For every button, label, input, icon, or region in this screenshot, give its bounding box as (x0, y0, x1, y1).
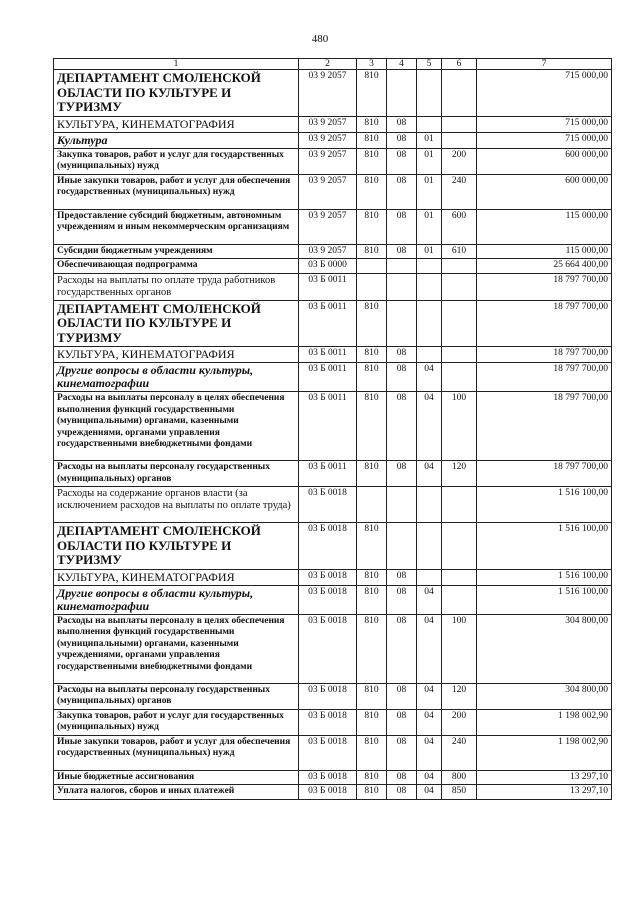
item-name-cell: ДЕПАРТАМЕНТ СМОЛЕНСКОЙ ОБЛАСТИ ПО КУЛЬТУРЕ И ТУРИЗМУ (54, 70, 299, 117)
expense-type-cell (442, 569, 477, 585)
amount-cell: 1 516 100,00 (477, 523, 612, 570)
subsection-code-cell: 01 (417, 132, 442, 148)
expense-type-cell: 120 (442, 683, 477, 709)
amount-cell: 304 800,00 (477, 683, 612, 709)
item-name-cell: Предоставление субсидий бюджетным, автономным учреждениям и иным некоммерческим организациям (54, 209, 299, 244)
section-code-cell: 08 (387, 132, 417, 148)
subsection-code-cell: 04 (417, 785, 442, 800)
expense-type-cell (442, 585, 477, 614)
table-row (54, 614, 612, 683)
section-code-cell: 08 (387, 461, 417, 487)
subsection-code-cell (417, 569, 442, 585)
ministry-code-cell: 810 (357, 132, 387, 148)
section-code-cell (387, 300, 417, 347)
section-code-cell: 08 (387, 209, 417, 244)
subsection-code-cell: 04 (417, 709, 442, 735)
table-row (54, 709, 612, 735)
target-article-cell: 03 Б 0018 (299, 683, 357, 709)
amount-cell: 1 198 002,90 (477, 735, 612, 770)
amount-cell: 600 000,00 (477, 174, 612, 209)
ministry-code-cell: 810 (357, 770, 387, 785)
target-article-cell: 03 Б 0000 (299, 259, 357, 274)
subsection-code-cell: 04 (417, 735, 442, 770)
subsection-code-cell: 01 (417, 174, 442, 209)
ministry-code-cell (357, 273, 387, 300)
expense-type-cell (442, 259, 477, 274)
expense-type-cell (442, 132, 477, 148)
target-article-cell: 03 Б 0011 (299, 392, 357, 461)
subsection-code-cell: 01 (417, 209, 442, 244)
section-code-cell (387, 70, 417, 117)
expense-type-cell (442, 347, 477, 363)
table-row (54, 461, 612, 487)
item-name-cell: Другие вопросы в области культуры, кинематографии (54, 585, 299, 614)
amount-cell: 18 797 700,00 (477, 273, 612, 300)
table-row (54, 523, 612, 570)
target-article-cell: 03 Б 0018 (299, 523, 357, 570)
amount-cell: 715 000,00 (477, 132, 612, 148)
header-col-7: 7 (477, 59, 612, 70)
subsection-code-cell: 04 (417, 770, 442, 785)
ministry-code-cell: 810 (357, 785, 387, 800)
section-code-cell (387, 273, 417, 300)
table-row (54, 116, 612, 132)
section-code-cell: 08 (387, 709, 417, 735)
subsection-code-cell (417, 259, 442, 274)
target-article-cell: 03 9 2057 (299, 244, 357, 259)
ministry-code-cell: 810 (357, 523, 387, 570)
amount-cell: 304 800,00 (477, 614, 612, 683)
subsection-code-cell: 04 (417, 392, 442, 461)
amount-cell: 18 797 700,00 (477, 363, 612, 392)
expense-type-cell: 200 (442, 709, 477, 735)
amount-cell: 1 516 100,00 (477, 585, 612, 614)
subsection-code-cell: 04 (417, 363, 442, 392)
section-code-cell: 08 (387, 148, 417, 174)
table-row (54, 273, 612, 300)
ministry-code-cell: 810 (357, 209, 387, 244)
amount-cell: 18 797 700,00 (477, 347, 612, 363)
item-name-cell: Расходы на выплаты по оплате труда работников государственных органов (54, 273, 299, 300)
subsection-code-cell (417, 273, 442, 300)
amount-cell: 715 000,00 (477, 116, 612, 132)
item-name-cell: Субсидии бюджетным учреждениям (54, 244, 299, 259)
subsection-code-cell: 04 (417, 614, 442, 683)
target-article-cell: 03 9 2057 (299, 70, 357, 117)
item-name-cell: Иные закупки товаров, работ и услуг для обеспечения государственных (муниципальных) нужд (54, 735, 299, 770)
budget-table (53, 58, 612, 800)
item-name-cell: Расходы на выплаты персоналу государственных (муниципальных) органов (54, 683, 299, 709)
ministry-code-cell: 810 (357, 300, 387, 347)
table-row (54, 683, 612, 709)
item-name-cell: ДЕПАРТАМЕНТ СМОЛЕНСКОЙ ОБЛАСТИ ПО КУЛЬТУРЕ И ТУРИЗМУ (54, 300, 299, 347)
target-article-cell: 03 9 2057 (299, 132, 357, 148)
ministry-code-cell: 810 (357, 709, 387, 735)
amount-cell: 13 297,10 (477, 770, 612, 785)
table-row (54, 785, 612, 800)
amount-cell: 115 000,00 (477, 244, 612, 259)
header-row (54, 59, 612, 70)
expense-type-cell (442, 116, 477, 132)
ministry-code-cell: 810 (357, 174, 387, 209)
item-name-cell: Уплата налогов, сборов и иных платежей (54, 785, 299, 800)
subsection-code-cell: 04 (417, 683, 442, 709)
subsection-code-cell: 04 (417, 585, 442, 614)
target-article-cell: 03 Б 0018 (299, 735, 357, 770)
target-article-cell: 03 Б 0011 (299, 461, 357, 487)
target-article-cell: 03 9 2057 (299, 116, 357, 132)
target-article-cell: 03 9 2057 (299, 209, 357, 244)
item-name-cell: ДЕПАРТАМЕНТ СМОЛЕНСКОЙ ОБЛАСТИ ПО КУЛЬТУРЕ И ТУРИЗМУ (54, 523, 299, 570)
header-col-6: 6 (442, 59, 477, 70)
amount-cell: 18 797 700,00 (477, 300, 612, 347)
subsection-code-cell (417, 347, 442, 363)
ministry-code-cell (357, 487, 387, 523)
expense-type-cell: 100 (442, 392, 477, 461)
expense-type-cell: 600 (442, 209, 477, 244)
ministry-code-cell: 810 (357, 569, 387, 585)
target-article-cell: 03 Б 0018 (299, 785, 357, 800)
table-row (54, 259, 612, 274)
section-code-cell: 08 (387, 116, 417, 132)
table-row (54, 392, 612, 461)
table-row (54, 363, 612, 392)
expense-type-cell: 200 (442, 148, 477, 174)
item-name-cell: Расходы на выплаты персоналу в целях обеспечения выполнения функций государственными (муниципальными) органами, казенными учреждениями, органами управления государственными внебюджетными фондами (54, 614, 299, 683)
table-row (54, 244, 612, 259)
subsection-code-cell (417, 523, 442, 570)
item-name-cell: КУЛЬТУРА, КИНЕМАТОГРАФИЯ (54, 347, 299, 363)
item-name-cell: Обеспечивающая подпрограмма (54, 259, 299, 274)
table-row (54, 735, 612, 770)
amount-cell: 1 516 100,00 (477, 569, 612, 585)
item-name-cell: Расходы на выплаты персоналу в целях обеспечения выполнения функций государственными (муниципальными) органами, казенными учреждениями, органами управления государственными внебюджетными фондами (54, 392, 299, 461)
item-name-cell: Расходы на содержание органов власти (за исключением расходов на выплаты по оплате труда) (54, 487, 299, 523)
section-code-cell (387, 523, 417, 570)
table-row (54, 770, 612, 785)
item-name-cell: Культура (54, 132, 299, 148)
section-code-cell: 08 (387, 770, 417, 785)
section-code-cell: 08 (387, 347, 417, 363)
ministry-code-cell (357, 259, 387, 274)
section-code-cell: 08 (387, 735, 417, 770)
amount-cell: 715 000,00 (477, 70, 612, 117)
ministry-code-cell: 810 (357, 392, 387, 461)
target-article-cell: 03 9 2057 (299, 148, 357, 174)
ministry-code-cell: 810 (357, 735, 387, 770)
expense-type-cell (442, 70, 477, 117)
target-article-cell: 03 Б 0018 (299, 770, 357, 785)
section-code-cell: 08 (387, 614, 417, 683)
item-name-cell: Иные закупки товаров, работ и услуг для обеспечения государственных (муниципальных) нужд (54, 174, 299, 209)
subsection-code-cell (417, 70, 442, 117)
target-article-cell: 03 Б 0011 (299, 363, 357, 392)
subsection-code-cell (417, 116, 442, 132)
target-article-cell: 03 Б 0011 (299, 347, 357, 363)
table-row (54, 300, 612, 347)
section-code-cell: 08 (387, 363, 417, 392)
table-row (54, 70, 612, 117)
expense-type-cell: 100 (442, 614, 477, 683)
amount-cell: 25 664 400,00 (477, 259, 612, 274)
target-article-cell: 03 Б 0018 (299, 614, 357, 683)
expense-type-cell: 850 (442, 785, 477, 800)
target-article-cell: 03 9 2057 (299, 174, 357, 209)
expense-type-cell (442, 273, 477, 300)
header-col-3: 3 (357, 59, 387, 70)
section-code-cell: 08 (387, 244, 417, 259)
amount-cell: 1 198 002,90 (477, 709, 612, 735)
expense-type-cell: 240 (442, 174, 477, 209)
ministry-code-cell: 810 (357, 461, 387, 487)
ministry-code-cell: 810 (357, 614, 387, 683)
ministry-code-cell: 810 (357, 148, 387, 174)
header-col-2: 2 (299, 59, 357, 70)
amount-cell: 115 000,00 (477, 209, 612, 244)
ministry-code-cell: 810 (357, 585, 387, 614)
expense-type-cell (442, 487, 477, 523)
expense-type-cell (442, 523, 477, 570)
subsection-code-cell: 01 (417, 244, 442, 259)
ministry-code-cell: 810 (357, 116, 387, 132)
subsection-code-cell: 01 (417, 148, 442, 174)
target-article-cell: 03 Б 0011 (299, 273, 357, 300)
item-name-cell: Закупка товаров, работ и услуг для государственных (муниципальных) нужд (54, 709, 299, 735)
item-name-cell: Закупка товаров, работ и услуг для государственных (муниципальных) нужд (54, 148, 299, 174)
table-row (54, 209, 612, 244)
table-row (54, 148, 612, 174)
ministry-code-cell: 810 (357, 70, 387, 117)
target-article-cell: 03 Б 0018 (299, 487, 357, 523)
table-body (54, 70, 612, 800)
header-col-4: 4 (387, 59, 417, 70)
table-row (54, 132, 612, 148)
header-col-1: 1 (54, 59, 299, 70)
ministry-code-cell: 810 (357, 363, 387, 392)
section-code-cell: 08 (387, 174, 417, 209)
table-row (54, 174, 612, 209)
table-row (54, 569, 612, 585)
amount-cell: 1 516 100,00 (477, 487, 612, 523)
amount-cell: 18 797 700,00 (477, 461, 612, 487)
amount-cell: 18 797 700,00 (477, 392, 612, 461)
item-name-cell: Другие вопросы в области культуры, кинематографии (54, 363, 299, 392)
table-row (54, 585, 612, 614)
header-col-5: 5 (417, 59, 442, 70)
item-name-cell: Расходы на выплаты персоналу государственных (муниципальных) органов (54, 461, 299, 487)
expense-type-cell: 800 (442, 770, 477, 785)
target-article-cell: 03 Б 0018 (299, 709, 357, 735)
item-name-cell: КУЛЬТУРА, КИНЕМАТОГРАФИЯ (54, 569, 299, 585)
section-code-cell: 08 (387, 785, 417, 800)
expense-type-cell: 120 (442, 461, 477, 487)
target-article-cell: 03 Б 0011 (299, 300, 357, 347)
ministry-code-cell: 810 (357, 244, 387, 259)
subsection-code-cell: 04 (417, 461, 442, 487)
expense-type-cell: 610 (442, 244, 477, 259)
amount-cell: 600 000,00 (477, 148, 612, 174)
section-code-cell: 08 (387, 585, 417, 614)
section-code-cell (387, 259, 417, 274)
page-number: 480 (311, 33, 329, 45)
subsection-code-cell (417, 487, 442, 523)
item-name-cell: Иные бюджетные ассигнования (54, 770, 299, 785)
section-code-cell: 08 (387, 683, 417, 709)
expense-type-cell: 240 (442, 735, 477, 770)
target-article-cell: 03 Б 0018 (299, 585, 357, 614)
target-article-cell: 03 Б 0018 (299, 569, 357, 585)
amount-cell: 13 297,10 (477, 785, 612, 800)
table-row (54, 487, 612, 523)
ministry-code-cell: 810 (357, 683, 387, 709)
table-row (54, 347, 612, 363)
expense-type-cell (442, 300, 477, 347)
item-name-cell: КУЛЬТУРА, КИНЕМАТОГРАФИЯ (54, 116, 299, 132)
section-code-cell (387, 487, 417, 523)
subsection-code-cell (417, 300, 442, 347)
section-code-cell: 08 (387, 392, 417, 461)
section-code-cell: 08 (387, 569, 417, 585)
ministry-code-cell: 810 (357, 347, 387, 363)
expense-type-cell (442, 363, 477, 392)
